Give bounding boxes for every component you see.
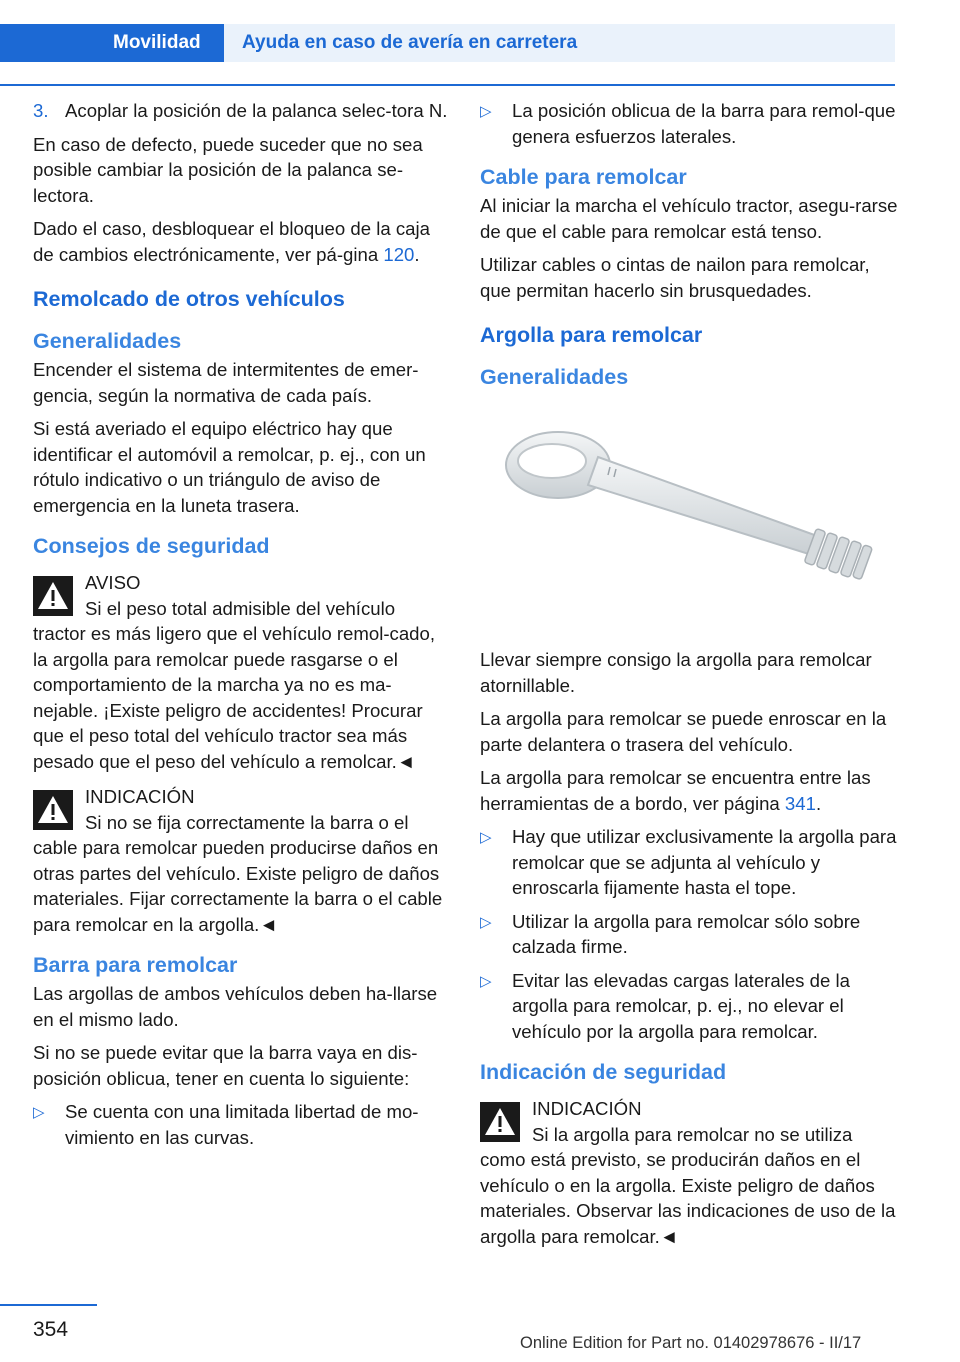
right-column [480,98,898,1259]
paragraph: Si está averiado el equipo eléctrico hay que identificar el automóvil a remolcar, p. ej., con un rótulo indicativo o un triángulo de aviso de emergencia en la luneta trasera. [33,418,426,516]
paragraph: La argolla para remolcar se puede enroscar en la parte delantera o trasera del vehículo. [480,708,887,755]
heading-generalidades: Generalidades [480,365,629,389]
paragraph: Las argollas de ambos vehículos deben ha-llarse en el mismo lado. [33,983,438,1030]
paragraph: Llevar siempre consigo la argolla para remolcar atornillable. [480,649,872,696]
paragraph: Utilizar cables o cintas de nailon para remolcar, que permitan hacerlo sin brusquedades. [480,254,870,301]
edition-text: Online Edition for Part no. 01402978676 - II/17 [520,1334,862,1352]
list-item: ▷ Hay que utilizar exclusivamente la argolla para remolcar que se adjunta al vehículo y enroscarla fijamente hasta el tope. [480,824,898,901]
warning-box-aviso [33,570,451,774]
heading-cable: Cable para remolcar [480,165,687,189]
triangle-bullet-icon: ▷ [480,913,492,931]
section-tab-ayuda[interactable]: Ayuda en caso de avería en carretera [224,24,895,62]
list-item: ▷ Se cuenta con una limitada libertad de mo-vimiento en las curvas. [33,1099,451,1150]
step-3 [33,98,451,124]
header-rule [0,84,895,86]
warning-title: INDICACIÓN [532,1098,642,1119]
triangle-bullet-icon: ▷ [480,972,492,990]
warning-box-indicacion [33,784,451,937]
triangle-bullet-icon: ▷ [33,1104,45,1121]
left-column [33,98,451,1158]
heading-remolcado: Remolcado de otros vehículos [33,287,345,311]
heading-generalidades: Generalidades [33,329,182,353]
heading-argolla: Argolla para remolcar [480,323,703,347]
heading-consejos: Consejos de seguridad [33,534,270,558]
paragraph-with-link: La argolla para remolcar se encuentra entre las herramientas de a bordo, ver página 341. [480,767,871,814]
warning-text: Si la argolla para remolcar no se utiliza como está previsto, se producirán daños en el vehículo o en la argolla. Existe peligro de daños materiales. Observar las indicaciones de uso de la argolla para remolcar.◄ [480,1123,896,1247]
triangle-bullet-icon: ▷ [480,103,492,120]
footer-rule [0,1304,97,1306]
section-tab-movilidad[interactable]: Movilidad [0,24,224,62]
warning-title: AVISO [85,572,141,593]
paragraph: Si no se puede evitar que la barra vaya en dis-posición oblicua, tener en cuenta lo siguiente: [33,1042,418,1089]
warning-box-indicacion [480,1096,898,1249]
warning-triangle-icon [33,576,73,616]
page-number: 354 [33,1318,69,1341]
warning-triangle-icon [33,790,73,830]
heading-indicacion: Indicación de seguridad [480,1060,727,1084]
list-item: ▷ Evitar las elevadas cargas laterales de la argolla para remolcar, p. ej., no elevar el vehículo por la argolla para remolcar. [480,968,898,1045]
paragraph: En caso de defecto, puede suceder que no sea posible cambiar la posición de la palanca se-lectora. [33,133,423,206]
tow-eye-illustration [480,397,898,647]
paragraph: Al iniciar la marcha el vehículo tractor, asegu-rarse de que el cable para remolcar está tenso. [480,195,898,242]
warning-title: INDICACIÓN [85,786,195,807]
step-number: 3. [33,100,49,121]
page-link-120[interactable]: 120 [383,243,415,265]
page-link-341[interactable]: 341 [784,792,816,814]
triangle-bullet-icon: ▷ [480,829,492,846]
list-item: ▷ Utilizar la argolla para remolcar sólo sobre calzada firme. [480,909,898,960]
heading-barra: Barra para remolcar [33,953,238,977]
paragraph: Encender el sistema de intermitentes de emer-gencia, según la normativa de cada país. [33,359,419,406]
step-text: Acoplar la posición de la palanca selec-tora N. [65,100,448,121]
page-header [0,24,895,62]
list-item: ▷ La posición oblicua de la barra para remol-que genera esfuerzos laterales. [480,98,898,149]
paragraph-with-link: Dado el caso, desbloquear el bloqueo de la caja de cambios electrónicamente, ver pá-gina 120. [33,218,430,265]
warning-triangle-icon [480,1102,520,1142]
warning-text: Si no se fija correctamente la barra o el cable para remolcar pueden producirse daños en otras partes del vehículo. Existe peligro de daños materiales. Fijar correctamente la barra o el cable para remolcar en la argolla.◄ [33,811,443,935]
warning-text: Si el peso total admisible del vehículo tractor es más ligero que el vehículo remol-cado, la argolla para remolcar puede rasgarse o el comportamiento de la marcha ya no es ma-nejable. ¡Existe peligro de accidentes! Procurar que el peso total del vehículo tractor sea más pesado que el peso del vehículo a remolcar.◄ [33,597,436,772]
